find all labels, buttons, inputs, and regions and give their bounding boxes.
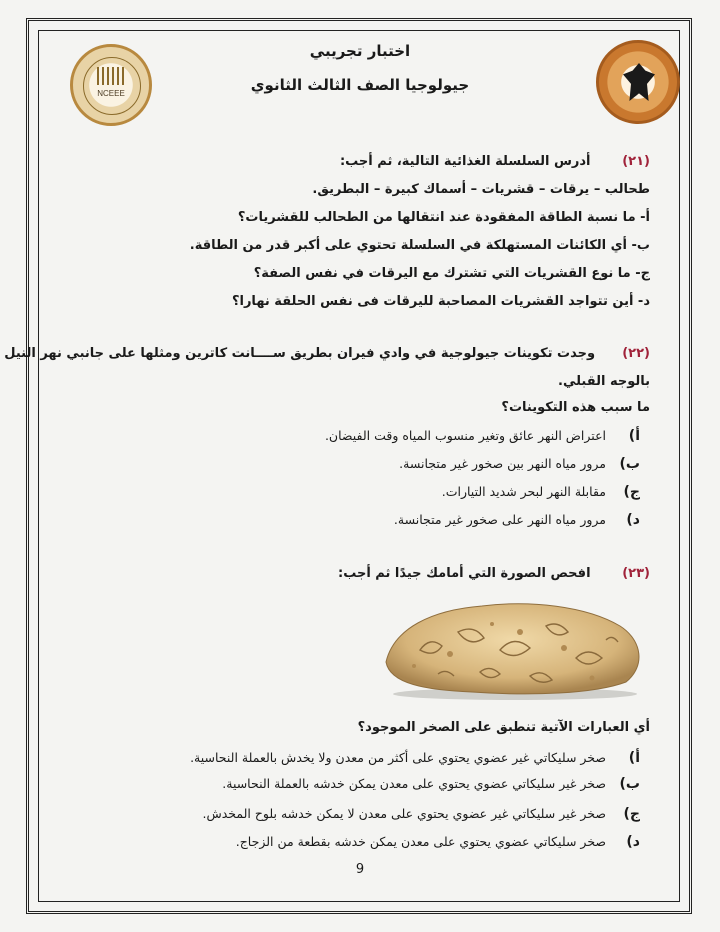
q22-number: (٢٢) [622,346,650,361]
logo-ring [83,57,141,115]
q21-chain: طحالب – يرقات – قشريات – أسماك كبيرة – البطريق. [312,182,650,197]
q22-prompt: وجدت تكوينات جيولوجية في وادي فيران بطريق ســــانت كاترين ومثلها على جانبي نهر النيل [4,346,596,361]
q21-part-b: ب- أي الكائنات المستهلكة في السلسلة تحتوي على أكبر قدر من الطاقة. [189,238,650,253]
page-number: 9 [355,862,365,877]
fossil-limestone-rock-image [380,592,650,700]
q21-prompt: أدرس السلسلة الغذائية التالية، ثم أجب: [339,154,591,169]
q21-part-d: د- أين تتواجد القشريات المصاحبة لليرقات فى نفس الحلقة نهارا؟ [231,294,650,309]
nceee-logo [70,44,152,126]
q21-part-a: أ- ما نسبة الطاقة المفقودة عند انتقالها من الطحالب للقشريات؟ [237,210,650,225]
q22-option-b[interactable]: ب)مرور مياه النهر بين صخور غير متجانسة. [399,456,640,472]
exam-title: اختبار تجريبي [309,42,411,60]
q21-part-c: ج- ما نوع القشريات التي تشترك مع اليرقات في نفس الصفة؟ [253,266,650,281]
q22-prompt-line2: بالوجه القبلي. [558,374,650,389]
q23-question: أي العبارات الآتية تنطبق على الصخر الموجود؟ [357,720,650,735]
eagle-icon [623,63,655,101]
q21-number: (٢١) [622,154,650,169]
q22-question: ما سبب هذه التكوينات؟ [501,400,650,415]
q22-header [4,346,650,361]
exam-subtitle: جيولوجيا الصف الثالث الثانوي [250,76,470,94]
q23-option-d[interactable]: د)صخر سليكاتي عضوي يحتوي على معدن يمكن خدشه بقطعة من الزجاج. [235,834,640,850]
q21-header [340,154,650,169]
logo-emblem [97,67,127,85]
q23-option-c[interactable]: ج)صخر غير سليكاتي غير عضوي يحتوي على معدن لا يمكن خدشه بلوح المخدش. [202,806,640,822]
q23-number: (٢٣) [622,566,650,581]
logo-text: NCEEE [97,89,125,98]
ministry-seal [596,40,680,124]
q23-prompt: افحص الصورة التي أمامك جيدًا ثم أجب: [338,566,591,581]
q22-option-c[interactable]: ج)مقابلة النهر لبحر شديد التيارات. [441,484,640,500]
q23-header [338,566,650,581]
q23-option-a[interactable]: أ)صخر سليكاتي غير عضوي يحتوي على أكثر من معدن ولا يخدش بالعملة النحاسية. [190,750,640,766]
q23-option-b[interactable]: ب)صخر غير سليكاتي عضوي يحتوي على معدن يمكن خدشه بالعملة النحاسية. [222,776,640,792]
q22-option-d[interactable]: د)مرور مياه النهر على صخور غير متجانسة. [393,512,640,528]
q22-option-a[interactable]: أ)اعتراض النهر عائق وتغير منسوب المياه وقت الفيضان. [324,428,640,444]
